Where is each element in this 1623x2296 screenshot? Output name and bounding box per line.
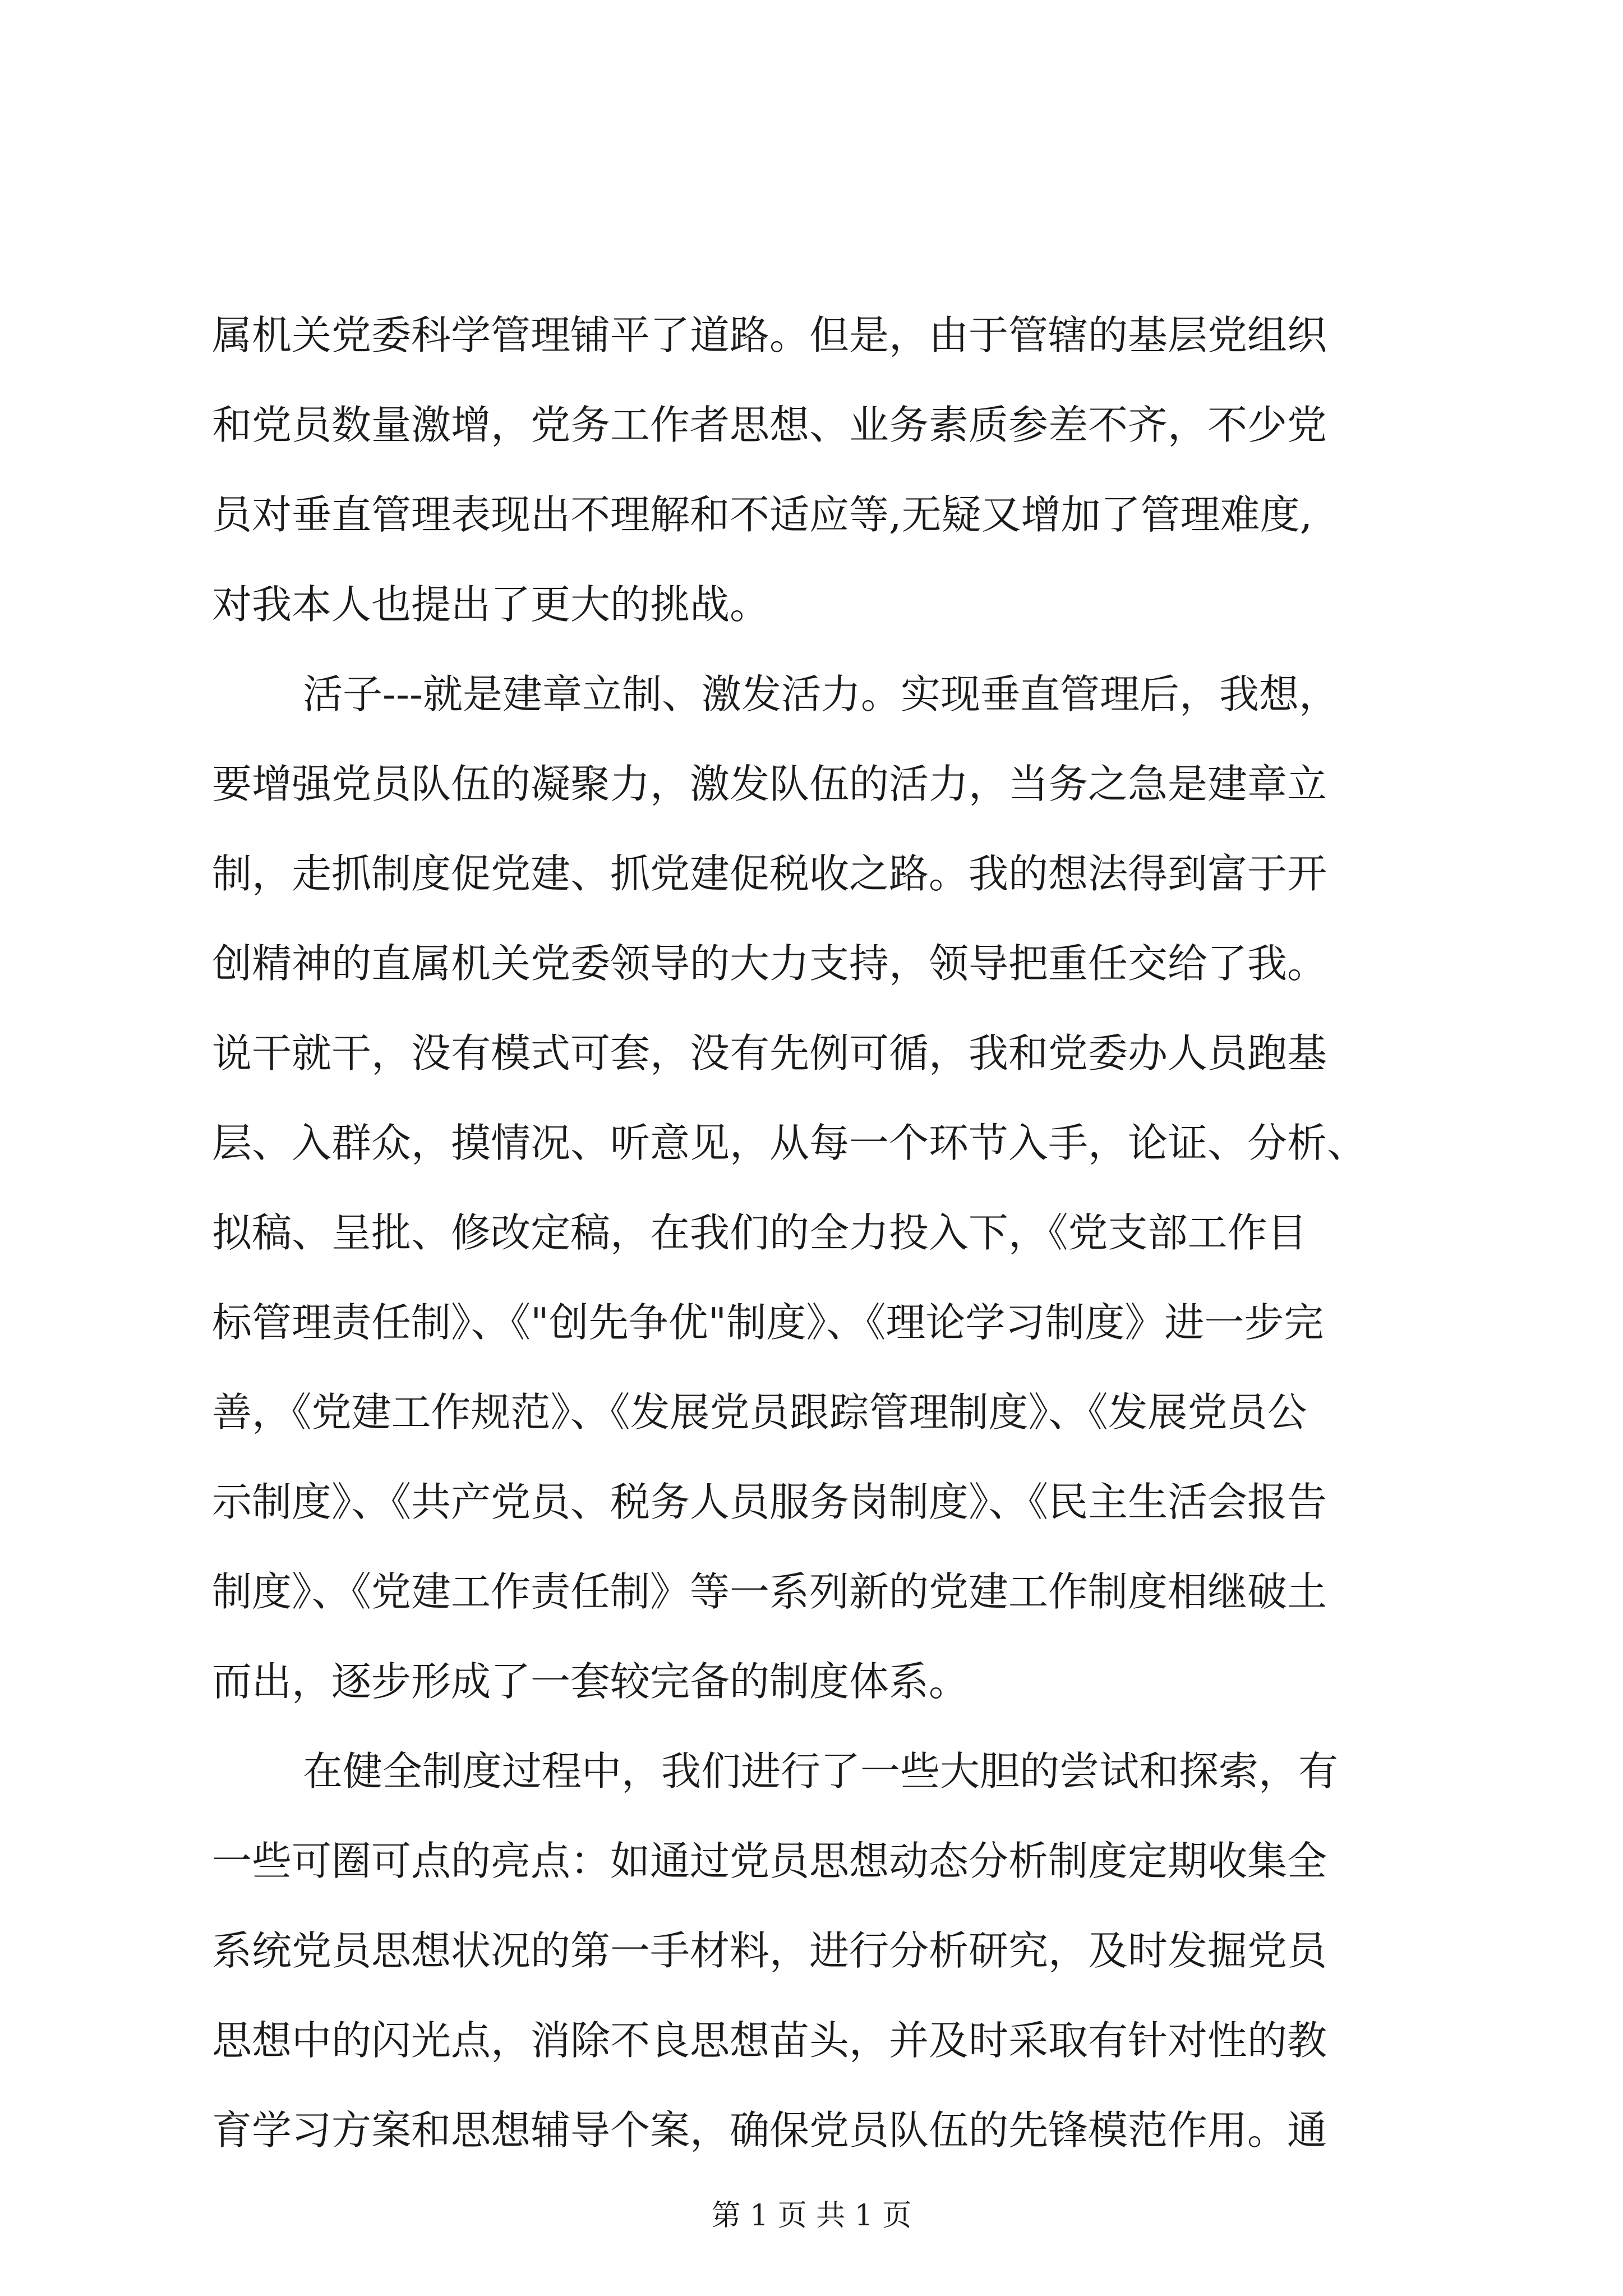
- text-line: 而出，逐步形成了一套较完备的制度体系。: [212, 1658, 969, 1705]
- text-line: 标管理责任制》、《"创先争优"制度》、《理论学习制度》进一步完: [212, 1299, 1324, 1346]
- text-line: 对我本人也提出了更大的挑战。: [212, 581, 770, 628]
- text-line: 层、入群众，摸情况、听意见，从每一个环节入手，论证、分析、: [212, 1120, 1367, 1166]
- text-line: 思想中的闪光点，消除不良思想苗头，并及时采取有针对性的教: [212, 2017, 1327, 2064]
- text-line: 善，《党建工作规范》、《发展党员跟踪管理制度》、《发展党员公: [212, 1389, 1307, 1435]
- text-line: 制度》、《党建工作责任制》等一系列新的党建工作制度相继破土: [212, 1568, 1327, 1615]
- text-line: 制，走抓制度促党建、抓党建促税收之路。我的想法得到富于开: [212, 850, 1327, 897]
- text-line: 一些可圈可点的亮点：如通过党员思想动态分析制度定期收集全: [212, 1838, 1327, 1884]
- paragraph-first-line: 活子---就是建章立制、激发活力。实现垂直管理后，我想，: [303, 671, 1339, 717]
- paragraph-first-line: 在健全制度过程中，我们进行了一些大胆的尝试和探索，有: [303, 1748, 1339, 1795]
- text-line: 和党员数量激增，党务工作者思想、业务素质参差不齐，不少党: [212, 402, 1327, 448]
- text-line: 说干就干，没有模式可套，没有先例可循，我和党委办人员跑基: [212, 1030, 1327, 1076]
- page-footer: 第 1 页 共 1 页: [711, 2199, 912, 2233]
- text-line: 系统党员思想状况的第一手材料，进行分析研究，及时发掘党员: [212, 1927, 1327, 1974]
- text-line: 创精神的直属机关党委领导的大力支持，领导把重任交给了我。: [212, 940, 1327, 987]
- text-line: 员对垂直管理表现出不理解和不适应等,无疑又增加了管理难度,: [212, 491, 1313, 538]
- text-line: 要增强党员队伍的凝聚力，激发队伍的活力，当务之急是建章立: [212, 761, 1327, 807]
- text-line: 育学习方案和思想辅导个案，确保党员队伍的先锋模范作用。通: [212, 2107, 1327, 2154]
- text-line: 拟稿、呈批、修改定稿，在我们的全力投入下，《党支部工作目: [212, 1209, 1307, 1256]
- text-line: 属机关党委科学管理铺平了道路。但是，由于管辖的基层党组织: [212, 312, 1327, 358]
- text-line: 示制度》、《共产党员、税务人员服务岗制度》、《民主生活会报告: [212, 1479, 1327, 1525]
